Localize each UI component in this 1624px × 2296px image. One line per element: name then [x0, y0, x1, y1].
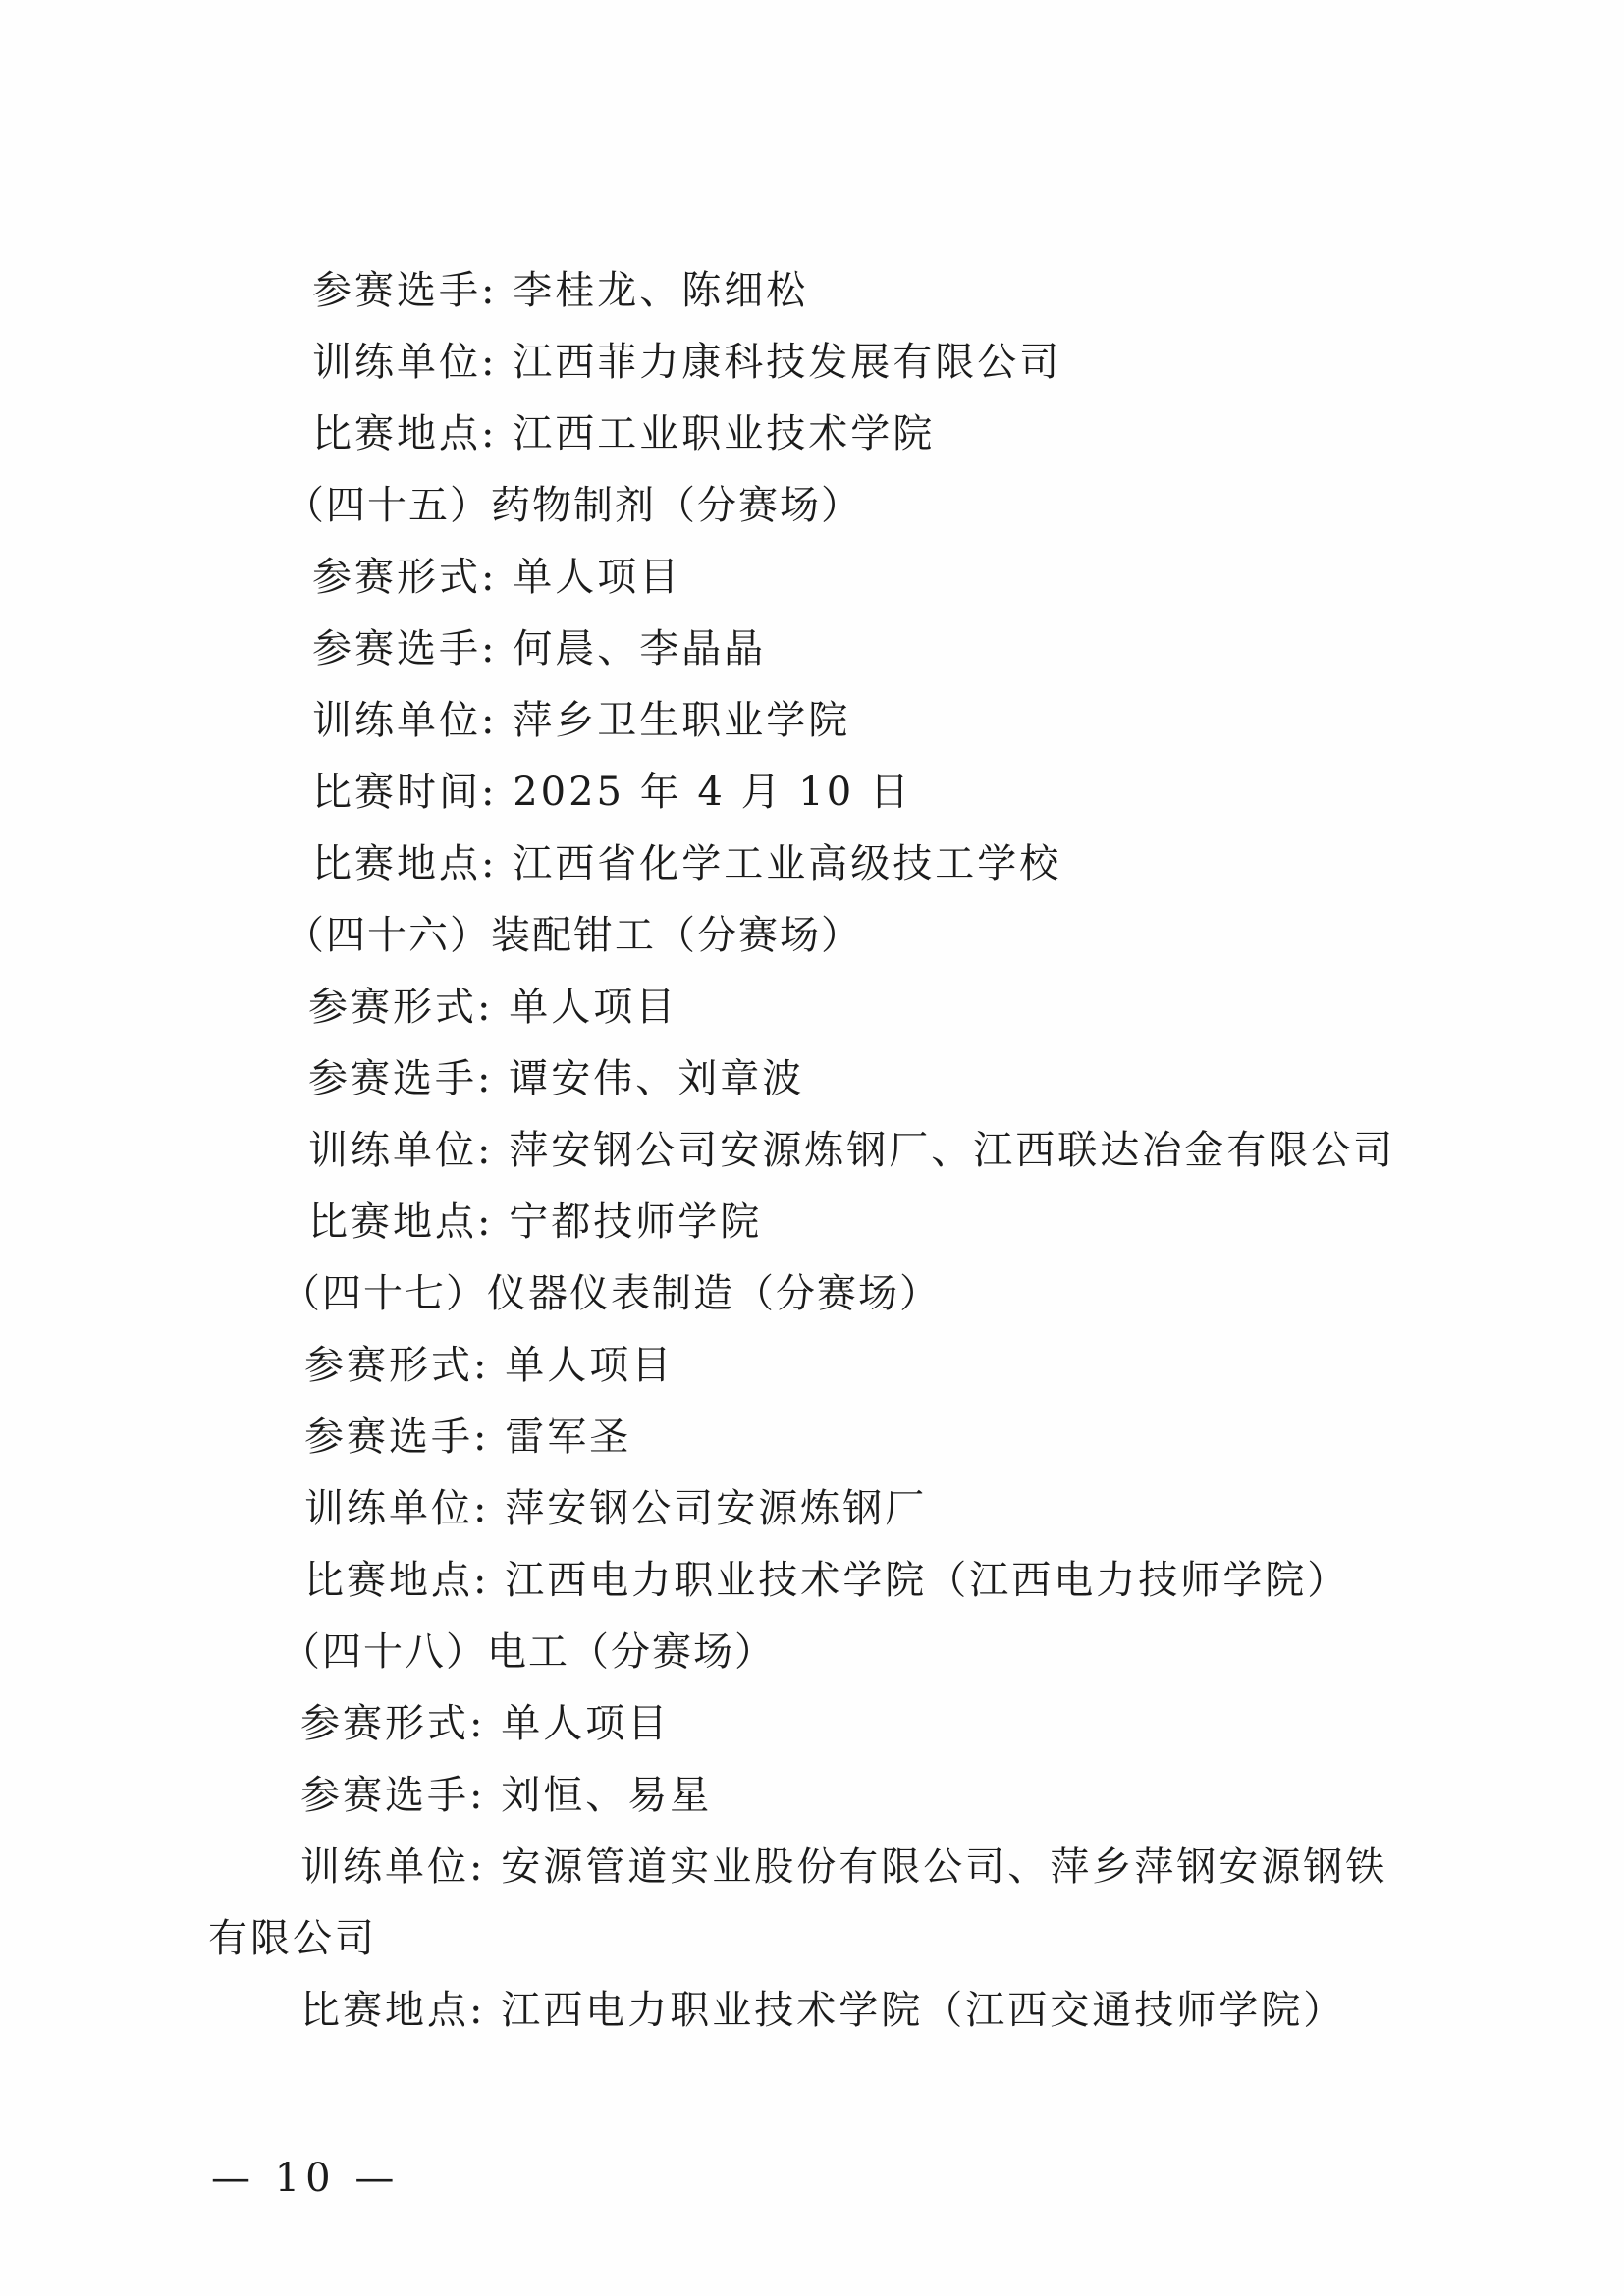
field-value: 萍安钢公司安源炼钢厂: [505, 1486, 928, 1531]
entry-line: [308, 1127, 1395, 1174]
section-heading: [285, 482, 862, 529]
entry-line: [300, 1987, 1345, 2034]
section-heading-text: （四十八）电工（分赛场）: [281, 1629, 776, 1675]
field-label: 比赛地点:: [308, 1200, 494, 1245]
field-value: 何晨、李晶晶: [513, 626, 767, 671]
section-heading: [281, 1629, 776, 1676]
field-value: 李桂龙、陈细松: [513, 268, 809, 313]
field-label: 训练单位:: [308, 1128, 494, 1173]
entry-line: [312, 267, 808, 314]
field-value: 谭安伟、刘章波: [509, 1056, 805, 1101]
field-value: 单人项目: [513, 555, 682, 600]
field-value: 单人项目: [509, 985, 678, 1030]
field-label: 训练单位:: [304, 1486, 490, 1531]
field-value: 单人项目: [501, 1701, 671, 1746]
field-value: 2025 年 4 月 10 日: [513, 770, 912, 815]
entry-line: [300, 1700, 670, 1747]
field-label: 训练单位:: [300, 1844, 486, 1890]
entry-line: [312, 410, 935, 457]
field-value: 萍乡卫生职业学院: [513, 698, 851, 743]
field-value: 宁都技师学院: [509, 1200, 763, 1245]
entry-line: [312, 840, 1061, 887]
section-heading-text: （四十七）仪器仪表制造（分赛场）: [281, 1271, 941, 1316]
section-heading: [285, 912, 862, 959]
field-value: 江西省化学工业高级技工学校: [513, 841, 1062, 886]
entry-line: [312, 697, 850, 744]
field-label: 比赛地点:: [300, 1988, 486, 2033]
field-label: 参赛形式:: [312, 555, 498, 600]
entry-line: [308, 1199, 762, 1246]
continuation-text: 有限公司: [208, 1916, 377, 1961]
field-value: 江西工业职业技术学院: [513, 411, 936, 456]
field-label: 训练单位:: [312, 340, 498, 385]
field-label: 参赛形式:: [308, 985, 494, 1030]
section-heading-text: （四十五）药物制剂（分赛场）: [285, 483, 862, 528]
entry-line: [308, 1055, 804, 1102]
field-label: 参赛选手:: [300, 1773, 486, 1818]
field-label: 参赛选手:: [308, 1056, 494, 1101]
field-value: 安源管道实业股份有限公司、萍乡萍钢安源钢铁: [501, 1844, 1388, 1890]
entry-line: [304, 1414, 631, 1461]
field-label: 比赛地点:: [312, 841, 498, 886]
entry-line: [304, 1342, 674, 1389]
field-label: 训练单位:: [312, 698, 498, 743]
field-label: 参赛选手:: [312, 626, 498, 671]
field-value: 刘恒、易星: [501, 1773, 713, 1818]
entry-line: [304, 1557, 1349, 1604]
entry-line: [312, 554, 681, 601]
field-label: 参赛形式:: [300, 1701, 486, 1746]
field-value: 单人项目: [505, 1343, 675, 1388]
field-value: 江西菲力康科技发展有限公司: [513, 340, 1062, 385]
section-heading-text: （四十六）装配钳工（分赛场）: [285, 913, 862, 958]
field-label: 参赛选手:: [304, 1415, 490, 1460]
entry-line: [312, 339, 1061, 386]
entry-line: [312, 625, 766, 672]
entry-line: [300, 1772, 712, 1819]
entry-line: [300, 1843, 1387, 1891]
field-value: 雷军圣: [505, 1415, 632, 1460]
field-label: 参赛形式:: [304, 1343, 490, 1388]
field-label: 比赛地点:: [304, 1558, 490, 1603]
field-label: 参赛选手:: [312, 268, 498, 313]
field-value: 江西电力职业技术学院（江西交通技师学院）: [501, 1988, 1346, 2033]
entry-line: [312, 769, 912, 816]
continuation-line: [208, 1915, 377, 1962]
section-heading: [281, 1270, 941, 1317]
field-label: 比赛时间:: [312, 770, 498, 815]
field-label: 比赛地点:: [312, 411, 498, 456]
entry-line: [308, 984, 677, 1031]
entry-line: [304, 1485, 927, 1532]
field-value: 江西电力职业技术学院（江西电力技师学院）: [505, 1558, 1350, 1603]
page-number: — 10 —: [211, 2156, 401, 2201]
field-value: 萍安钢公司安源炼钢厂、江西联达冶金有限公司: [509, 1128, 1396, 1173]
